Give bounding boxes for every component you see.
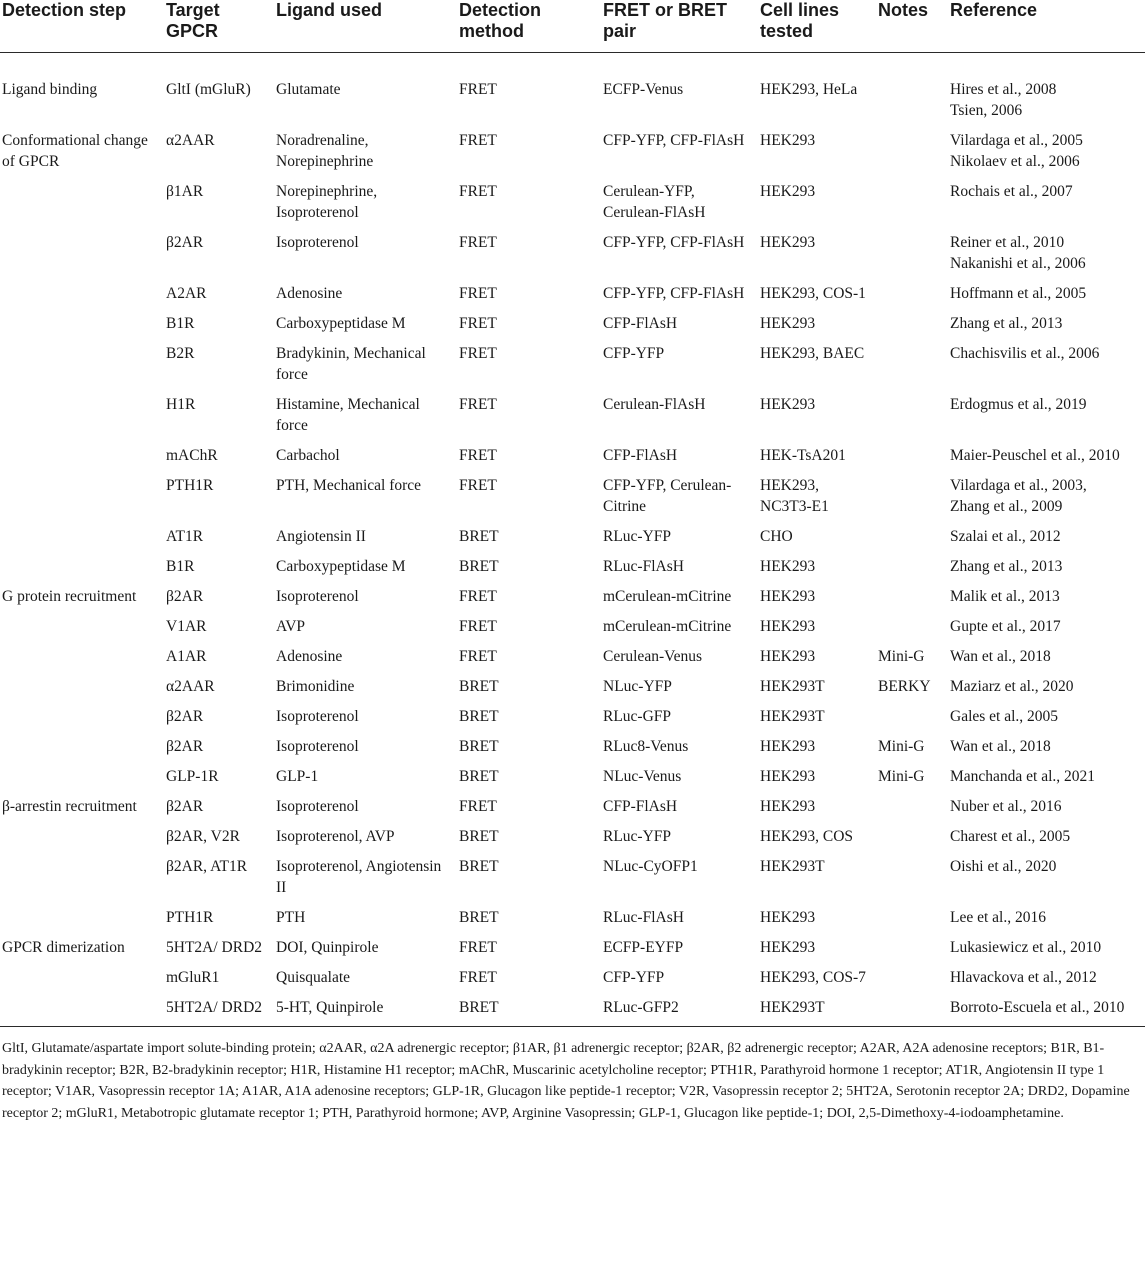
table-row — [0, 706, 1145, 736]
cell-detection-method: FRET — [459, 939, 497, 956]
cell-cell-lines: HEK293T — [760, 999, 825, 1016]
table-row — [0, 856, 1145, 907]
cell-ligand: Adenosine — [276, 285, 343, 302]
reference-entry: Vilardaga et al., 2005 — [950, 132, 1083, 149]
cell-reference — [948, 343, 1145, 394]
cell-cell-lines: HEK293 — [760, 396, 816, 413]
cell-cell-lines: HEK293 — [760, 738, 816, 755]
reference-entry: Nakanishi et al., 2006 — [950, 255, 1086, 272]
cell-target-gpcr: β2AR — [166, 588, 204, 605]
cell-detection-step — [0, 232, 164, 283]
table-body — [0, 53, 1145, 1027]
cell-detection-method: FRET — [459, 81, 497, 98]
cell-detection-step — [0, 856, 164, 907]
cell-detection-method: FRET — [459, 315, 497, 332]
cell-ligand: PTH — [276, 909, 306, 926]
reference-entry: Zhang et al., 2009 — [950, 498, 1063, 515]
cell-reference — [948, 907, 1145, 937]
cell-cell-lines: HEK293 — [760, 909, 816, 926]
reference-entry: Zhang et al., 2013 — [950, 558, 1063, 575]
cell-cell-lines: HEK293 — [760, 588, 816, 605]
cell-target-gpcr: PTH1R — [166, 909, 214, 926]
cell-fret-bret-pair: NLuc-Venus — [603, 768, 682, 785]
table-row — [0, 313, 1145, 343]
reference-entry: Nuber et al., 2016 — [950, 798, 1062, 815]
cell-target-gpcr: β2AR — [166, 708, 204, 725]
header-fret-bret-pair: FRET or BRET pair — [601, 0, 758, 53]
cell-target-gpcr: GltI (mGluR) — [166, 81, 251, 98]
cell-cell-lines: HEK293T — [760, 678, 825, 695]
cell-reference — [948, 706, 1145, 736]
cell-detection-method: FRET — [459, 183, 497, 200]
cell-ligand: Isoproterenol, AVP — [276, 828, 395, 845]
header-notes: Notes — [876, 0, 948, 53]
cell-target-gpcr: GLP-1R — [166, 768, 219, 785]
cell-notes — [876, 706, 948, 736]
cell-notes — [876, 586, 948, 616]
cell-fret-bret-pair: NLuc-CyOFP1 — [603, 858, 698, 875]
table-row — [0, 283, 1145, 313]
cell-detection-step: Ligand binding — [2, 81, 98, 98]
reference-entry: Vilardaga et al., 2003, — [950, 477, 1087, 494]
cell-detection-step — [0, 766, 164, 796]
cell-detection-method: BRET — [459, 558, 499, 575]
cell-ligand: Isoproterenol — [276, 738, 359, 755]
cell-fret-bret-pair: Cerulean-Venus — [603, 648, 702, 665]
cell-notes — [876, 475, 948, 526]
cell-detection-method: BRET — [459, 738, 499, 755]
cell-detection-method: BRET — [459, 678, 499, 695]
cell-fret-bret-pair: mCerulean-mCitrine — [603, 588, 732, 605]
cell-target-gpcr: A1AR — [166, 648, 207, 665]
cell-target-gpcr: AT1R — [166, 528, 204, 545]
cell-ligand: Isoproterenol — [276, 798, 359, 815]
reference-entry: Rochais et al., 2007 — [950, 183, 1073, 200]
table-row — [0, 556, 1145, 586]
cell-detection-step — [0, 394, 164, 445]
cell-ligand: DOI, Quinpirole — [276, 939, 379, 956]
cell-ligand: Carbachol — [276, 447, 340, 464]
cell-detection-step — [0, 313, 164, 343]
cell-reference — [948, 445, 1145, 475]
cell-notes — [876, 53, 948, 131]
cell-reference — [948, 856, 1145, 907]
cell-reference — [948, 646, 1145, 676]
cell-notes — [876, 826, 948, 856]
cell-ligand: Isoproterenol — [276, 708, 359, 725]
cell-notes — [876, 856, 948, 907]
cell-notes — [876, 796, 948, 826]
cell-reference — [948, 676, 1145, 706]
table-row — [0, 526, 1145, 556]
table-row — [0, 616, 1145, 646]
reference-entry: Tsien, 2006 — [950, 102, 1023, 119]
cell-fret-bret-pair: CFP-YFP, Cerulean-Citrine — [603, 477, 732, 515]
cell-cell-lines: HEK293, HeLa — [760, 81, 858, 98]
cell-ligand: Norepinephrine, Isoproterenol — [276, 183, 378, 221]
reference-entry: Manchanda et al., 2021 — [950, 768, 1096, 785]
cell-cell-lines: HEK293 — [760, 648, 816, 665]
cell-detection-step — [0, 907, 164, 937]
cell-cell-lines: HEK293 — [760, 768, 816, 785]
table-row — [0, 181, 1145, 232]
cell-fret-bret-pair: RLuc-FlAsH — [603, 909, 684, 926]
cell-cell-lines: HEK293 — [760, 132, 816, 149]
cell-target-gpcr: B1R — [166, 558, 195, 575]
cell-notes — [876, 526, 948, 556]
cell-fret-bret-pair: CFP-FlAsH — [603, 798, 678, 815]
cell-notes — [876, 232, 948, 283]
cell-ligand: Carboxypeptidase M — [276, 558, 406, 575]
table-row — [0, 937, 1145, 967]
cell-cell-lines: HEK293T — [760, 708, 825, 725]
cell-target-gpcr: α2AAR — [166, 678, 215, 695]
cell-target-gpcr: β2AR, V2R — [166, 828, 240, 845]
cell-cell-lines: HEK293 — [760, 939, 816, 956]
cell-ligand: Angiotensin II — [276, 528, 366, 545]
cell-notes: Mini-G — [878, 648, 925, 665]
cell-ligand: 5-HT, Quinpirole — [276, 999, 384, 1016]
cell-ligand: Bradykinin, Mechanical force — [276, 345, 426, 383]
cell-detection-step — [0, 997, 164, 1027]
reference-entry: Zhang et al., 2013 — [950, 315, 1063, 332]
cell-detection-method: BRET — [459, 909, 499, 926]
cell-detection-method: FRET — [459, 447, 497, 464]
cell-detection-method: FRET — [459, 345, 497, 362]
header-ligand-used: Ligand used — [274, 0, 457, 53]
cell-detection-step: β-arrestin recruitment — [2, 798, 137, 815]
cell-fret-bret-pair: RLuc-GFP — [603, 708, 672, 725]
header-cell-lines: Cell lines tested — [758, 0, 876, 53]
reference-entry: Hires et al., 2008 — [950, 81, 1057, 98]
table-row — [0, 997, 1145, 1027]
reference-entry: Borroto-Escuela et al., 2010 — [950, 999, 1125, 1016]
reference-entry: Maier-Peuschel et al., 2010 — [950, 447, 1120, 464]
table-row — [0, 967, 1145, 997]
cell-notes: Mini-G — [878, 738, 925, 755]
cell-target-gpcr: β2AR — [166, 798, 204, 815]
cell-cell-lines: CHO — [760, 528, 793, 545]
reference-entry: Charest et al., 2005 — [950, 828, 1071, 845]
cell-cell-lines: HEK293T — [760, 858, 825, 875]
cell-notes: Mini-G — [878, 768, 925, 785]
cell-fret-bret-pair: CFP-YFP — [603, 345, 665, 362]
cell-notes — [876, 181, 948, 232]
cell-fret-bret-pair: NLuc-YFP — [603, 678, 672, 695]
reference-entry: Oishi et al., 2020 — [950, 858, 1057, 875]
cell-fret-bret-pair: CFP-FlAsH — [603, 447, 678, 464]
cell-detection-step — [0, 967, 164, 997]
cell-detection-method: FRET — [459, 618, 497, 635]
cell-ligand: Isoproterenol — [276, 588, 359, 605]
cell-fret-bret-pair: CFP-YFP, CFP-FlAsH — [603, 234, 745, 251]
cell-ligand: PTH, Mechanical force — [276, 477, 422, 494]
cell-reference — [948, 796, 1145, 826]
cell-reference — [948, 181, 1145, 232]
cell-detection-step — [0, 736, 164, 766]
cell-cell-lines: HEK293, NC3T3-E1 — [760, 477, 829, 515]
cell-reference — [948, 475, 1145, 526]
cell-detection-step — [0, 343, 164, 394]
cell-detection-method: BRET — [459, 828, 499, 845]
cell-cell-lines: HEK293, COS — [760, 828, 854, 845]
cell-notes — [876, 907, 948, 937]
cell-cell-lines: HEK293 — [760, 558, 816, 575]
cell-detection-step: Conformational change of GPCR — [2, 132, 148, 170]
cell-fret-bret-pair: CFP-YFP, CFP-FlAsH — [603, 132, 745, 149]
cell-target-gpcr: β2AR — [166, 738, 204, 755]
cell-reference — [948, 736, 1145, 766]
cell-target-gpcr: mGluR1 — [166, 969, 220, 986]
reference-entry: Hlavackova et al., 2012 — [950, 969, 1097, 986]
cell-fret-bret-pair: ECFP-Venus — [603, 81, 684, 98]
cell-reference — [948, 526, 1145, 556]
table-row — [0, 394, 1145, 445]
cell-detection-method: FRET — [459, 234, 497, 251]
reference-entry: Nikolaev et al., 2006 — [950, 153, 1080, 170]
reference-entry: Chachisvilis et al., 2006 — [950, 345, 1100, 362]
cell-fret-bret-pair: Cerulean-YFP, Cerulean-FlAsH — [603, 183, 706, 221]
table-row — [0, 475, 1145, 526]
cell-cell-lines: HEK293 — [760, 315, 816, 332]
cell-fret-bret-pair: CFP-YFP — [603, 969, 665, 986]
cell-fret-bret-pair: mCerulean-mCitrine — [603, 618, 732, 635]
table-row — [0, 676, 1145, 706]
cell-notes — [876, 130, 948, 181]
cell-cell-lines: HEK293 — [760, 234, 816, 251]
reference-entry: Hoffmann et al., 2005 — [950, 285, 1087, 302]
cell-fret-bret-pair: RLuc8-Venus — [603, 738, 689, 755]
cell-notes — [876, 616, 948, 646]
cell-notes — [876, 556, 948, 586]
cell-target-gpcr: 5HT2A/ DRD2 — [166, 939, 263, 956]
cell-reference — [948, 586, 1145, 616]
reference-entry: Lukasiewicz et al., 2010 — [950, 939, 1102, 956]
cell-detection-step — [0, 283, 164, 313]
cell-cell-lines: HEK293, COS-7 — [760, 969, 866, 986]
table-row — [0, 445, 1145, 475]
cell-target-gpcr: mAChR — [166, 447, 218, 464]
cell-cell-lines: HEK293, COS-1 — [760, 285, 866, 302]
reference-entry: Gales et al., 2005 — [950, 708, 1059, 725]
cell-notes: BERKY — [878, 678, 931, 695]
cell-reference — [948, 997, 1145, 1027]
reference-entry: Lee et al., 2016 — [950, 909, 1046, 926]
reference-entry: Wan et al., 2018 — [950, 738, 1051, 755]
cell-ligand: Glutamate — [276, 81, 341, 98]
table-footnote: GltI, Glutamate/aspartate import solute-binding protein; α2AAR, α2A adrenergic receptor; β1AR, β1 adrenergic receptor; β2AR, β2 adrenergic receptor; A2AR, A2A adenosine receptors; B1R, B1-bradykinin receptor; B2R, B2-bradykinin receptor; H1R, Histamine H1 receptor; mAChR, Muscarinic acetylcholine receptor; PTH1R, Parathyroid hormone 1 receptor; AT1R, Angiotensin II type 1 receptor; V1AR, Vasopressin receptor 1A; A1AR, A1A adenosine receptors; GLP-1R, Glucagon like peptide-1 receptor; V2R, Vasopressin receptor 2; 5HT2A, Serotonin receptor 2A; DRD2, Dopamine receptor 2; mGluR1, Metabotropic glutamate receptor 1; PTH, Parathyroid hormone; AVP, Arginine Vasopressin; GLP-1, Glucagon like peptide-1; DOI, 2,5-Dimethoxy-4-iodoamphetamine. — [2, 1041, 1130, 1121]
reference-entry: Gupte et al., 2017 — [950, 618, 1061, 635]
reference-entry: Erdogmus et al., 2019 — [950, 396, 1087, 413]
cell-reference — [948, 826, 1145, 856]
cell-reference — [948, 967, 1145, 997]
cell-detection-step — [0, 445, 164, 475]
cell-detection-step — [0, 181, 164, 232]
reference-entry: Malik et al., 2013 — [950, 588, 1060, 605]
header-detection-method: Detection method — [457, 0, 601, 53]
cell-fret-bret-pair: RLuc-GFP2 — [603, 999, 679, 1016]
cell-reference — [948, 937, 1145, 967]
cell-target-gpcr: B2R — [166, 345, 195, 362]
cell-ligand: Noradrenaline, Norepinephrine — [276, 132, 374, 170]
reference-entry: Szalai et al., 2012 — [950, 528, 1061, 545]
cell-reference — [948, 232, 1145, 283]
cell-target-gpcr: β1AR — [166, 183, 204, 200]
cell-fret-bret-pair: RLuc-FlAsH — [603, 558, 684, 575]
cell-ligand: Isoproterenol, Angiotensin II — [276, 858, 442, 896]
cell-reference — [948, 766, 1145, 796]
cell-cell-lines: HEK293, BAEC — [760, 345, 865, 362]
reference-entry: Reiner et al., 2010 — [950, 234, 1065, 251]
cell-detection-step — [0, 556, 164, 586]
cell-detection-step — [0, 676, 164, 706]
header-row — [0, 0, 1145, 53]
cell-detection-step: G protein recruitment — [2, 588, 137, 605]
cell-target-gpcr: V1AR — [166, 618, 207, 635]
table-header — [0, 0, 1145, 53]
cell-ligand: Isoproterenol — [276, 234, 359, 251]
cell-notes — [876, 394, 948, 445]
cell-notes — [876, 937, 948, 967]
cell-detection-method: FRET — [459, 798, 497, 815]
cell-target-gpcr: A2AR — [166, 285, 207, 302]
cell-target-gpcr: B1R — [166, 315, 195, 332]
cell-fret-bret-pair: Cerulean-FlAsH — [603, 396, 706, 413]
cell-cell-lines: HEK293 — [760, 798, 816, 815]
cell-detection-step — [0, 475, 164, 526]
cell-detection-method: BRET — [459, 768, 499, 785]
cell-fret-bret-pair: CFP-FlAsH — [603, 315, 678, 332]
cell-fret-bret-pair: ECFP-EYFP — [603, 939, 684, 956]
cell-detection-method: FRET — [459, 969, 497, 986]
cell-target-gpcr: β2AR, AT1R — [166, 858, 248, 875]
table-row — [0, 796, 1145, 826]
header-detection-step: Detection step — [0, 0, 164, 53]
table-row — [0, 53, 1145, 131]
cell-reference — [948, 130, 1145, 181]
cell-reference — [948, 616, 1145, 646]
cell-notes — [876, 445, 948, 475]
cell-reference — [948, 283, 1145, 313]
reference-entry: Wan et al., 2018 — [950, 648, 1051, 665]
cell-detection-step: GPCR dimerization — [2, 939, 125, 956]
table-row — [0, 766, 1145, 796]
cell-cell-lines: HEK293 — [760, 183, 816, 200]
header-reference: Reference — [948, 0, 1145, 53]
cell-ligand: Adenosine — [276, 648, 343, 665]
cell-detection-method: BRET — [459, 858, 499, 875]
cell-detection-step — [0, 526, 164, 556]
cell-detection-method: BRET — [459, 999, 499, 1016]
cell-notes — [876, 967, 948, 997]
cell-detection-method: BRET — [459, 528, 499, 545]
cell-detection-step — [0, 826, 164, 856]
cell-ligand: Carboxypeptidase M — [276, 315, 406, 332]
cell-cell-lines: HEK-TsA201 — [760, 447, 846, 464]
cell-detection-method: FRET — [459, 477, 497, 494]
cell-reference — [948, 556, 1145, 586]
cell-target-gpcr: β2AR — [166, 234, 204, 251]
cell-detection-step — [0, 646, 164, 676]
cell-target-gpcr: 5HT2A/ DRD2 — [166, 999, 263, 1016]
cell-detection-method: FRET — [459, 588, 497, 605]
table-row — [0, 232, 1145, 283]
cell-cell-lines: HEK293 — [760, 618, 816, 635]
cell-target-gpcr: α2AAR — [166, 132, 215, 149]
cell-detection-step — [0, 616, 164, 646]
cell-detection-method: FRET — [459, 132, 497, 149]
table-row — [0, 586, 1145, 616]
cell-target-gpcr: PTH1R — [166, 477, 214, 494]
reference-entry: Maziarz et al., 2020 — [950, 678, 1074, 695]
cell-notes — [876, 997, 948, 1027]
cell-ligand: Brimonidine — [276, 678, 355, 695]
cell-notes — [876, 283, 948, 313]
cell-ligand: AVP — [276, 618, 306, 635]
table-row — [0, 907, 1145, 937]
cell-detection-method: FRET — [459, 648, 497, 665]
cell-detection-step — [0, 706, 164, 736]
table-row — [0, 646, 1145, 676]
cell-detection-method: FRET — [459, 285, 497, 302]
cell-detection-method: BRET — [459, 708, 499, 725]
cell-fret-bret-pair: RLuc-YFP — [603, 828, 672, 845]
cell-ligand: GLP-1 — [276, 768, 319, 785]
cell-notes — [876, 343, 948, 394]
cell-notes — [876, 313, 948, 343]
table-row — [0, 130, 1145, 181]
header-target-gpcr: Target GPCR — [164, 0, 274, 53]
cell-fret-bret-pair: CFP-YFP, CFP-FlAsH — [603, 285, 745, 302]
table-row — [0, 736, 1145, 766]
cell-target-gpcr: H1R — [166, 396, 196, 413]
cell-reference — [948, 53, 1145, 131]
cell-ligand: Quisqualate — [276, 969, 351, 986]
cell-ligand: Histamine, Mechanical force — [276, 396, 420, 434]
cell-reference — [948, 313, 1145, 343]
cell-fret-bret-pair: RLuc-YFP — [603, 528, 672, 545]
table-row — [0, 826, 1145, 856]
cell-detection-method: FRET — [459, 396, 497, 413]
cell-reference — [948, 394, 1145, 445]
table-row — [0, 343, 1145, 394]
